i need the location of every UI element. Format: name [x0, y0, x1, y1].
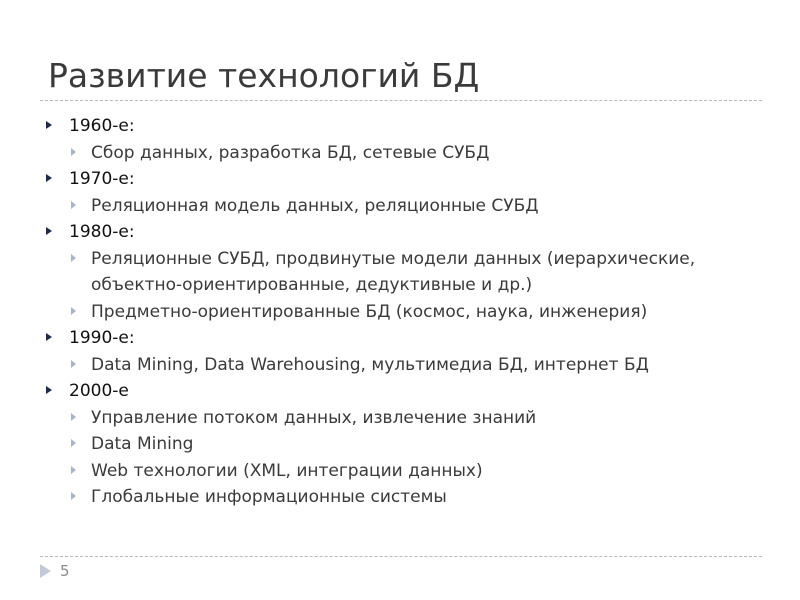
sub-list [69, 193, 759, 220]
sub-item-text: Реляционные СУБД, продвинутые модели данных (иерархические, объектно-ориентированные, дедуктивные и др.) [91, 248, 696, 295]
decade-label: 1960-е: [69, 116, 135, 136]
decade-label: 2000-е [69, 381, 129, 401]
triangle-bullet-icon [71, 439, 76, 447]
sub-item [69, 193, 759, 220]
triangle-bullet-icon [46, 333, 52, 341]
triangle-right-icon [40, 564, 51, 578]
sub-item [69, 484, 759, 511]
list-item-1980s [44, 219, 759, 325]
sub-item-text: Сбор данных, разработка БД, сетевые СУБД [91, 142, 490, 163]
sub-list [69, 352, 759, 379]
sub-item [69, 246, 759, 299]
list-item-1990s [44, 325, 759, 378]
sub-item [69, 140, 759, 167]
sub-item-text: Управление потоком данных, извлечение знаний [91, 407, 537, 428]
triangle-bullet-icon [71, 148, 76, 156]
triangle-bullet-icon [71, 492, 76, 500]
triangle-bullet-icon [71, 466, 76, 474]
footer-divider [40, 556, 762, 557]
sub-item [69, 431, 759, 458]
title-divider [40, 100, 762, 101]
triangle-bullet-icon [46, 386, 52, 394]
decade-label: 1970-е: [69, 169, 135, 189]
sub-item-text: Предметно-ориентированные БД (космос, наука, инженерия) [91, 301, 648, 322]
sub-list [69, 246, 759, 326]
triangle-bullet-icon [46, 121, 52, 129]
slide-number: 5 [60, 562, 70, 580]
sub-item-text: Глобальные информационные системы [91, 487, 447, 507]
sub-item-text: Data Mining [91, 434, 194, 454]
sub-item [69, 299, 759, 326]
sub-item [69, 352, 759, 379]
list-item-1970s [44, 166, 759, 219]
sub-list [69, 140, 759, 167]
triangle-bullet-icon [46, 174, 52, 182]
sub-item-text: Web технологии (XML, интеграции данных) [91, 460, 483, 481]
slide-title: Развитие технологий БД [48, 56, 480, 95]
list-item-2000s [44, 378, 759, 511]
sub-item-text: Реляционная модель данных, реляционные СУБД [91, 195, 539, 216]
sub-item [69, 458, 759, 485]
bullet-list [44, 113, 759, 511]
triangle-bullet-icon [71, 201, 76, 209]
triangle-bullet-icon [71, 360, 76, 368]
triangle-bullet-icon [71, 254, 76, 262]
list-item-1960s [44, 113, 759, 166]
triangle-bullet-icon [71, 413, 76, 421]
decade-label: 1990-е: [69, 328, 135, 348]
sub-item [69, 405, 759, 432]
decade-label: 1980-е: [69, 222, 135, 242]
sub-item-text: Data Mining, Data Warehousing, мультимедиа БД, интернет БД [91, 354, 649, 375]
sub-list [69, 405, 759, 511]
triangle-bullet-icon [46, 227, 52, 235]
triangle-bullet-icon [71, 307, 76, 315]
